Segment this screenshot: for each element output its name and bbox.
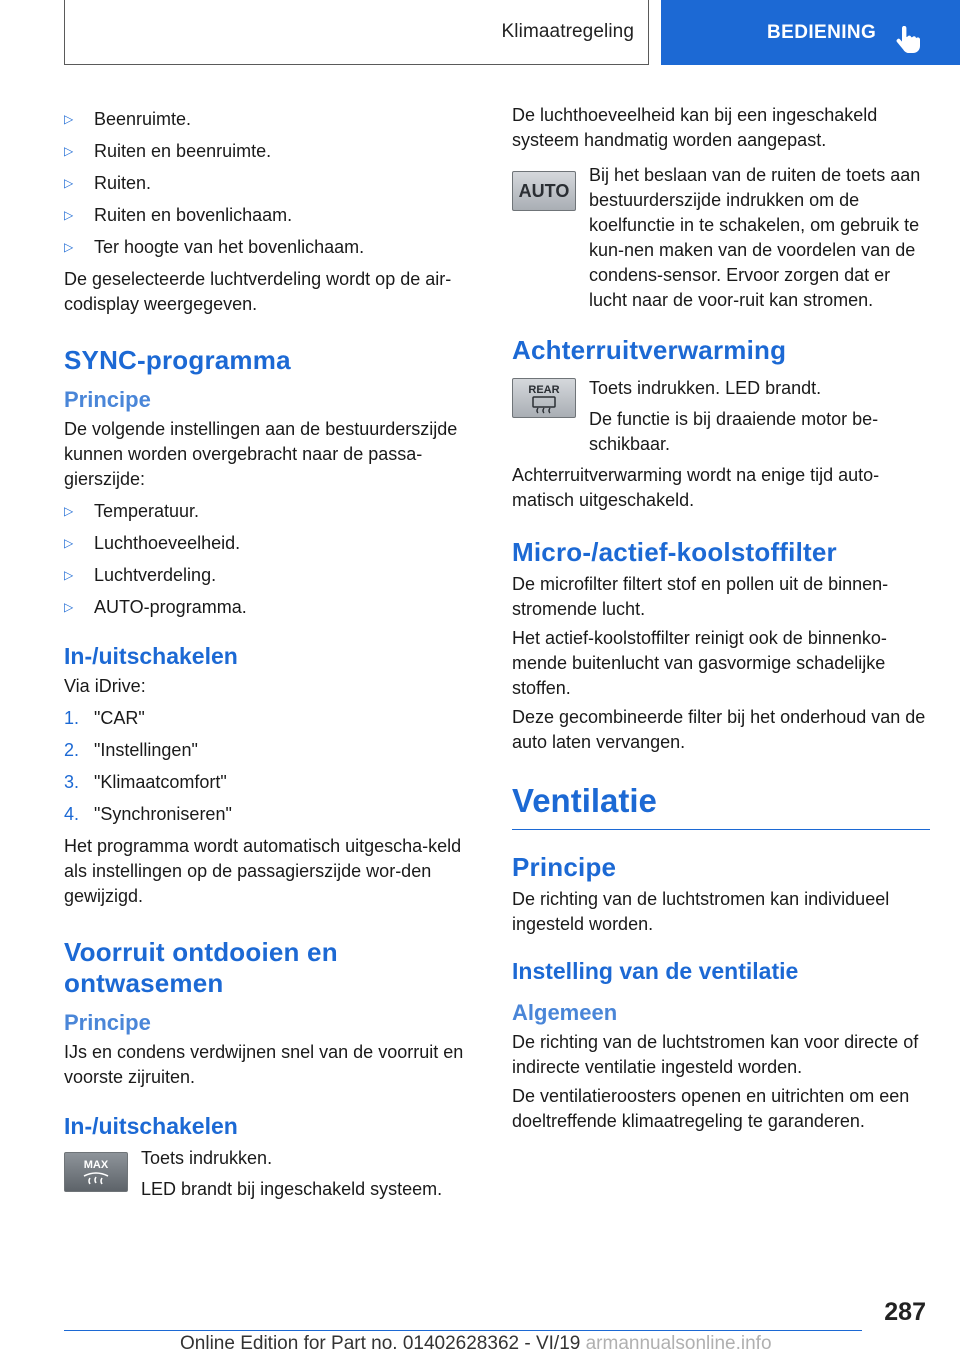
paragraph: Achterruitverwarming wordt na enige tijd auto-matisch uitgeschakeld. [512,465,880,510]
paragraph: De richting van de luchtstromen kan voor directe of indirecte ventilatie ingesteld worden. [512,1032,919,1077]
right-column [512,100,930,1138]
auto-button-icon [512,171,576,211]
list-item: ▷ Ruiten en bovenlichaam. [64,203,482,228]
list-item: 3. "Klimaatcomfort" [64,772,227,792]
heading-sync-programma: SYNC-programma [64,345,291,375]
paragraph: De luchthoeveelheid kan bij een ingeschakeld systeem handmatig worden aangepast. [512,105,878,150]
paragraph: LED brandt bij ingeschakeld systeem. [141,1179,443,1199]
header-section-box [64,0,649,65]
paragraph: De microfilter filtert stof en pollen uit de binnen-stromende lucht. [512,574,889,619]
sync-settings-list [64,499,482,620]
watermark-text: armannualsonline.info [585,1333,772,1354]
triangle-bullet-icon: ▷ [64,112,74,126]
paragraph: IJs en condens verdwijnen snel van de voorruit en voorste zijruiten. [64,1042,464,1087]
triangle-bullet-icon: ▷ [64,240,74,254]
paragraph: Het actief-koolstoffilter reinigt ook de binnenko-mende buitenlucht van gasvormige schadelijke stoffen. [512,628,887,698]
list-item: 1. "CAR" [64,708,145,728]
list-item: 4. "Synchroniseren" [64,804,232,824]
paragraph: De ventilatieroosters openen en uitrichten om een doeltreffende klimaatregeling te garanderen. [512,1086,910,1131]
heading-achterruitverwarming: Achterruitverwarming [512,335,787,365]
list-item: ▷ Ter hoogte van het bovenlichaam. [64,235,482,260]
list-item: ▷ Ruiten en beenruimte. [64,139,482,164]
list-item: ▷ AUTO-programma. [64,595,482,620]
heading-instelling-ventilatie: Instelling van de ventilatie [512,958,799,984]
list-item: ▷ Luchthoeveelheid. [64,531,482,556]
heading-principe: Principe [64,1010,151,1035]
paragraph: Via iDrive: [64,676,146,696]
svg-text:REAR: REAR [528,384,560,396]
header-section-title: Klimaatregeling [501,21,634,42]
svg-text:MAX: MAX [83,1159,109,1171]
paragraph: De functie is bij draaiende motor be-schikbaar. [589,409,879,454]
auto-button-row [512,163,930,313]
heading-voorruit-ontdooien: Voorruit ontdooien en ontwasemen [64,937,338,998]
paragraph: Het programma wordt automatisch uitgescha-keld als instellingen op de passagierszijde wor-den gewijzigd. [64,836,462,906]
svg-text:AUTO: AUTO [518,181,570,201]
edition-text: Online Edition for Part no. 01402628362 - VI/19 [180,1333,581,1354]
list-item: ▷ Ruiten. [64,171,482,196]
paragraph: De richting van de luchtstromen kan individueel ingesteld worden. [512,889,890,934]
triangle-bullet-icon: ▷ [64,568,74,582]
max-defrost-button-icon [64,1152,128,1192]
triangle-bullet-icon: ▷ [64,208,74,222]
list-item: 2. "Instellingen" [64,740,198,760]
header-chapter-title: BEDIENING [767,21,877,43]
paragraph: Bij het beslaan van de ruiten de toets aan bestuurderszijde indrukken om de koelfunctie in te schakelen, om gebruik te kun-nen maken van de voordelen van de condens-sensor. Ervoor zorgen dat er lucht naar de voor-ruit kan stromen. [589,165,921,310]
paragraph: Deze gecombineerde filter bij het onderhoud van de auto laten vervangen. [512,707,926,752]
hand-pointer-icon [895,26,921,54]
triangle-bullet-icon: ▷ [64,504,74,518]
triangle-bullet-icon: ▷ [64,600,74,614]
left-column [64,100,482,1218]
page-number: 287 [884,1298,926,1326]
heading-ventilatie: Ventilatie [512,781,930,830]
paragraph: De volgende instellingen aan de bestuurderszijde kunnen worden overgebracht naar de passa-gierszijde: [64,419,458,489]
list-item: ▷ Beenruimte. [64,107,482,132]
list-item: ▷ Luchtverdeling. [64,563,482,588]
heading-principe: Principe [512,852,617,882]
paragraph: Toets indrukken. [141,1148,273,1168]
triangle-bullet-icon: ▷ [64,144,74,158]
air-distribution-list [64,107,482,260]
triangle-bullet-icon: ▷ [64,176,74,190]
footer-divider [64,1330,862,1331]
paragraph: Toets indrukken. LED brandt. [589,378,822,398]
idrive-steps [64,706,482,827]
list-item: ▷ Temperatuur. [64,499,482,524]
rear-defrost-button-icon [512,378,576,418]
rear-defrost-row [512,376,930,457]
paragraph: De geselecteerde luchtverdeling wordt op de air-codisplay weergegeven. [64,269,452,314]
heading-in-uitschakelen: In-/uitschakelen [64,1113,238,1139]
footer-edition [180,1333,960,1355]
heading-in-uitschakelen: In-/uitschakelen [64,643,238,669]
max-defrost-row [64,1146,482,1212]
triangle-bullet-icon: ▷ [64,536,74,550]
heading-micro-actief-koolstoffilter: Micro-/actief-koolstoffilter [512,537,837,567]
heading-principe: Principe [64,387,151,412]
heading-algemeen: Algemeen [512,1000,618,1025]
